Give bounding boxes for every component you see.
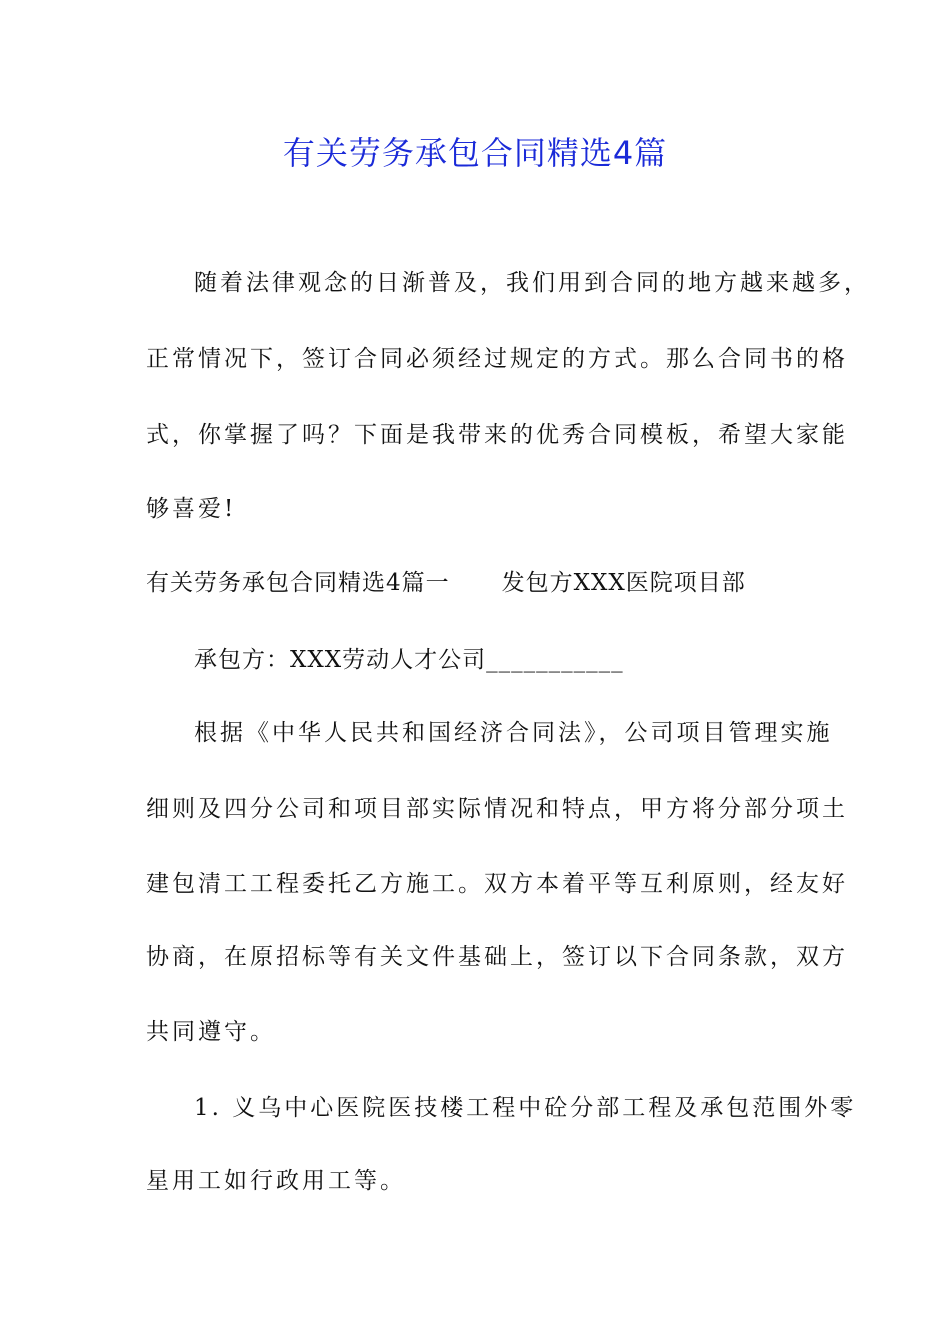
intro-line-3: 式，你掌握了吗？下面是我带来的优秀合同模板，希望大家能 — [146, 422, 848, 448]
basis-line-4: 协商，在原招标等有关文件基础上，签订以下合同条款，双方 — [146, 944, 848, 970]
basis-line-3: 建包清工工程委托乙方施工。双方本着平等互利原则，经友好 — [146, 871, 848, 897]
basis-line-2: 细则及四分公司和项目部实际情况和特点，甲方将分部分项土 — [146, 796, 848, 822]
section-heading: 有关劳务承包合同精选4篇一 — [146, 570, 450, 596]
section-heading-line — [146, 568, 746, 598]
contractor-line: 承包方：XXX劳动人才公司___________ — [194, 647, 624, 673]
document-title: 有关劳务承包合同精选4篇 — [282, 134, 668, 172]
clause-1-line-1: 1. 义乌中心医院医技楼工程中砼分部工程及承包范围外零 — [194, 1095, 857, 1121]
intro-line-1: 随着法律观念的日渐普及，我们用到合同的地方越来越多， — [194, 270, 870, 296]
basis-line-5: 共同遵守。 — [146, 1019, 276, 1045]
issuer-text: 发包方XXX医院项目部 — [501, 570, 746, 596]
clause-1-line-2: 星用工如行政用工等。 — [146, 1168, 406, 1194]
basis-line-1: 根据《中华人民共和国经济合同法》，公司项目管理实施 — [194, 720, 833, 746]
intro-line-2: 正常情况下，签订合同必须经过规定的方式。那么合同书的格 — [146, 346, 848, 372]
intro-line-4: 够喜爱! — [146, 496, 237, 522]
